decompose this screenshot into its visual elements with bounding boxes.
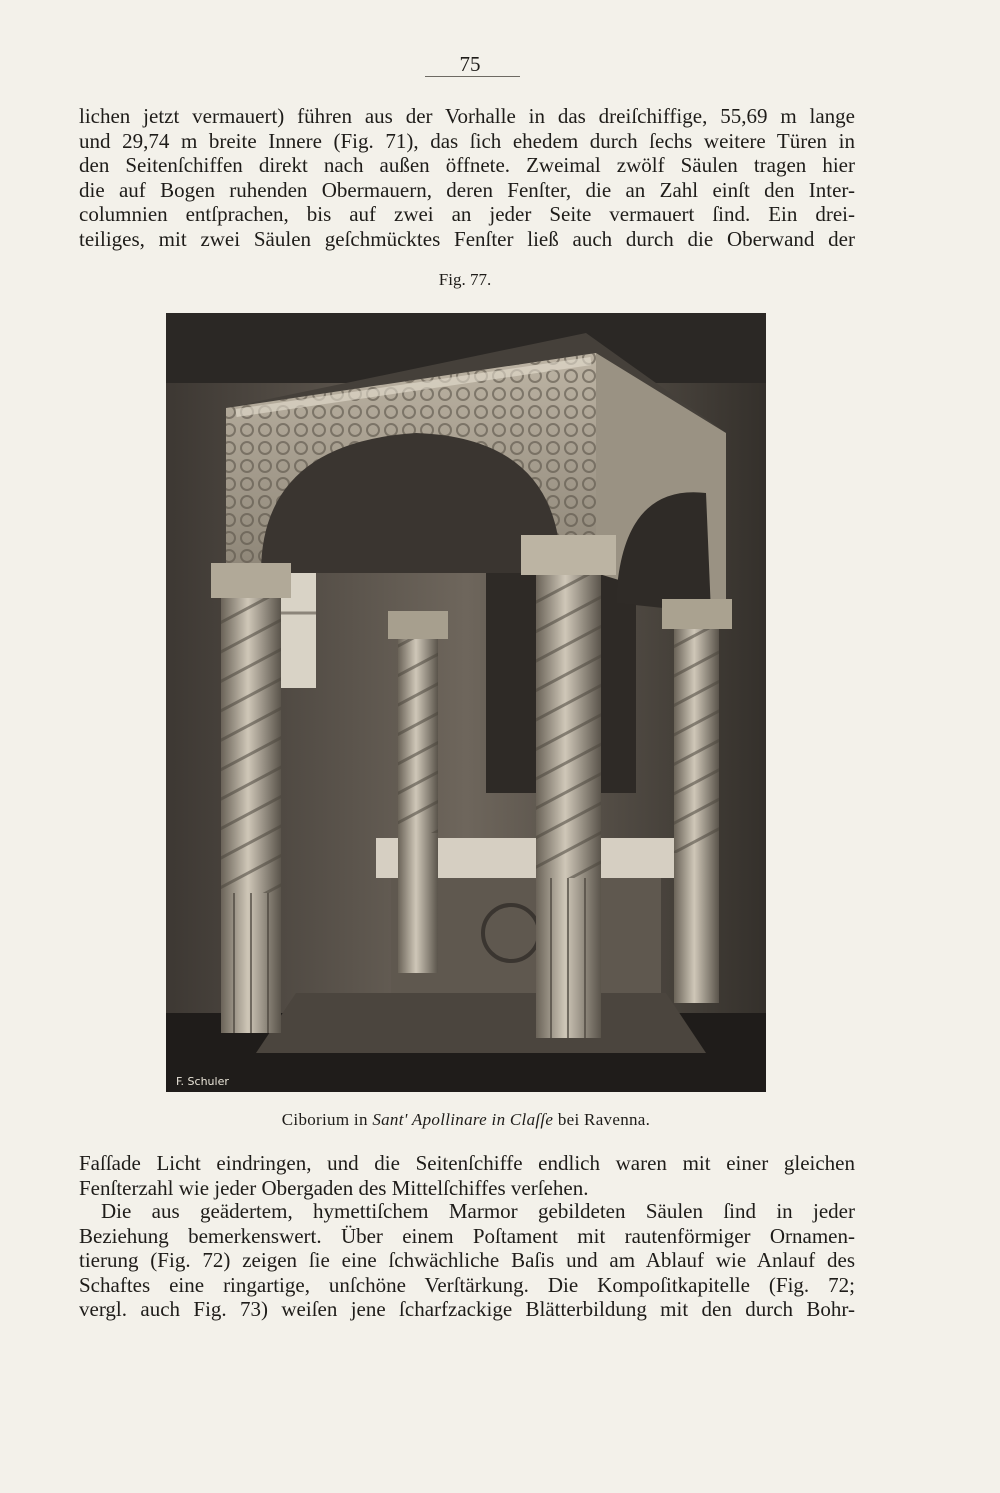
text-line: columnien entſprachen, bis auf zwei an jeder Seite vermauert ſind. Ein drei-: [79, 202, 855, 227]
text-line: Fenſterzahl wie jeder Obergaden des Mittelſchiffes verſehen.: [79, 1175, 589, 1200]
text-line: vergl. auch Fig. 73) weiſen jene ſcharfzackige Blätterbildung mit den durch Bohr-: [79, 1297, 855, 1322]
ciborium-illustration: [166, 313, 766, 1092]
figure-label: Fig. 77.: [438, 270, 492, 289]
paragraph-bottom: [79, 1199, 855, 1322]
paragraph-middle: [79, 1151, 855, 1200]
caption-suffix: bei Ravenna.: [557, 1110, 651, 1129]
page-number: 75: [459, 52, 481, 76]
text-line: teiliges, mit zwei Säulen geſchmücktes Fenſter ließ auch durch die Oberwand der: [79, 226, 855, 251]
paragraph-top: [79, 104, 855, 252]
text-line: Die aus geädertem, hymettiſchem Marmor gebildeten Säulen ſind in jeder: [101, 1199, 855, 1223]
caption-italic: Sant' Apollinare in Claſſe: [372, 1110, 554, 1129]
text-line: Beziehung bemerkenswert. Über einem Poſtament mit rautenförmiger Ornamen-: [79, 1223, 855, 1248]
text-line: den Seitenſchiffen direkt nach außen öffnete. Zweimal zwölf Säulen tragen hier: [79, 153, 855, 178]
text-line: und 29,74 m breite Innere (Fig. 71), das ſich ehedem durch ſechs weitere Türen in: [79, 128, 855, 153]
figure-caption: [150, 1110, 782, 1130]
text-line: lichen jetzt vermauert) führen aus der Vorhalle in das dreiſchiffige, 55,69 m lange: [79, 104, 855, 128]
text-line: die auf Bogen ruhenden Obermauern, deren Fenſter, die an Zahl einſt den Inter-: [79, 177, 855, 202]
text-line: Faſſade Licht eindringen, und die Seitenſchiffe endlich waren mit einer gleichen: [79, 1151, 855, 1175]
text-line: Schaftes eine ringartige, unſchöne Verſtärkung. Die Kompoſitkapitelle (Fig. 72;: [79, 1272, 855, 1297]
caption-prefix: Ciborium in: [281, 1110, 368, 1129]
text-line: tierung (Fig. 72) zeigen ſie eine ſchwächliche Baſis und am Ablauf wie Anlauf des: [79, 1248, 855, 1273]
figure-signature: F. Schuler: [176, 1075, 229, 1088]
figure-photo-ciborium: [166, 313, 766, 1092]
page-number-rule: [425, 76, 520, 77]
